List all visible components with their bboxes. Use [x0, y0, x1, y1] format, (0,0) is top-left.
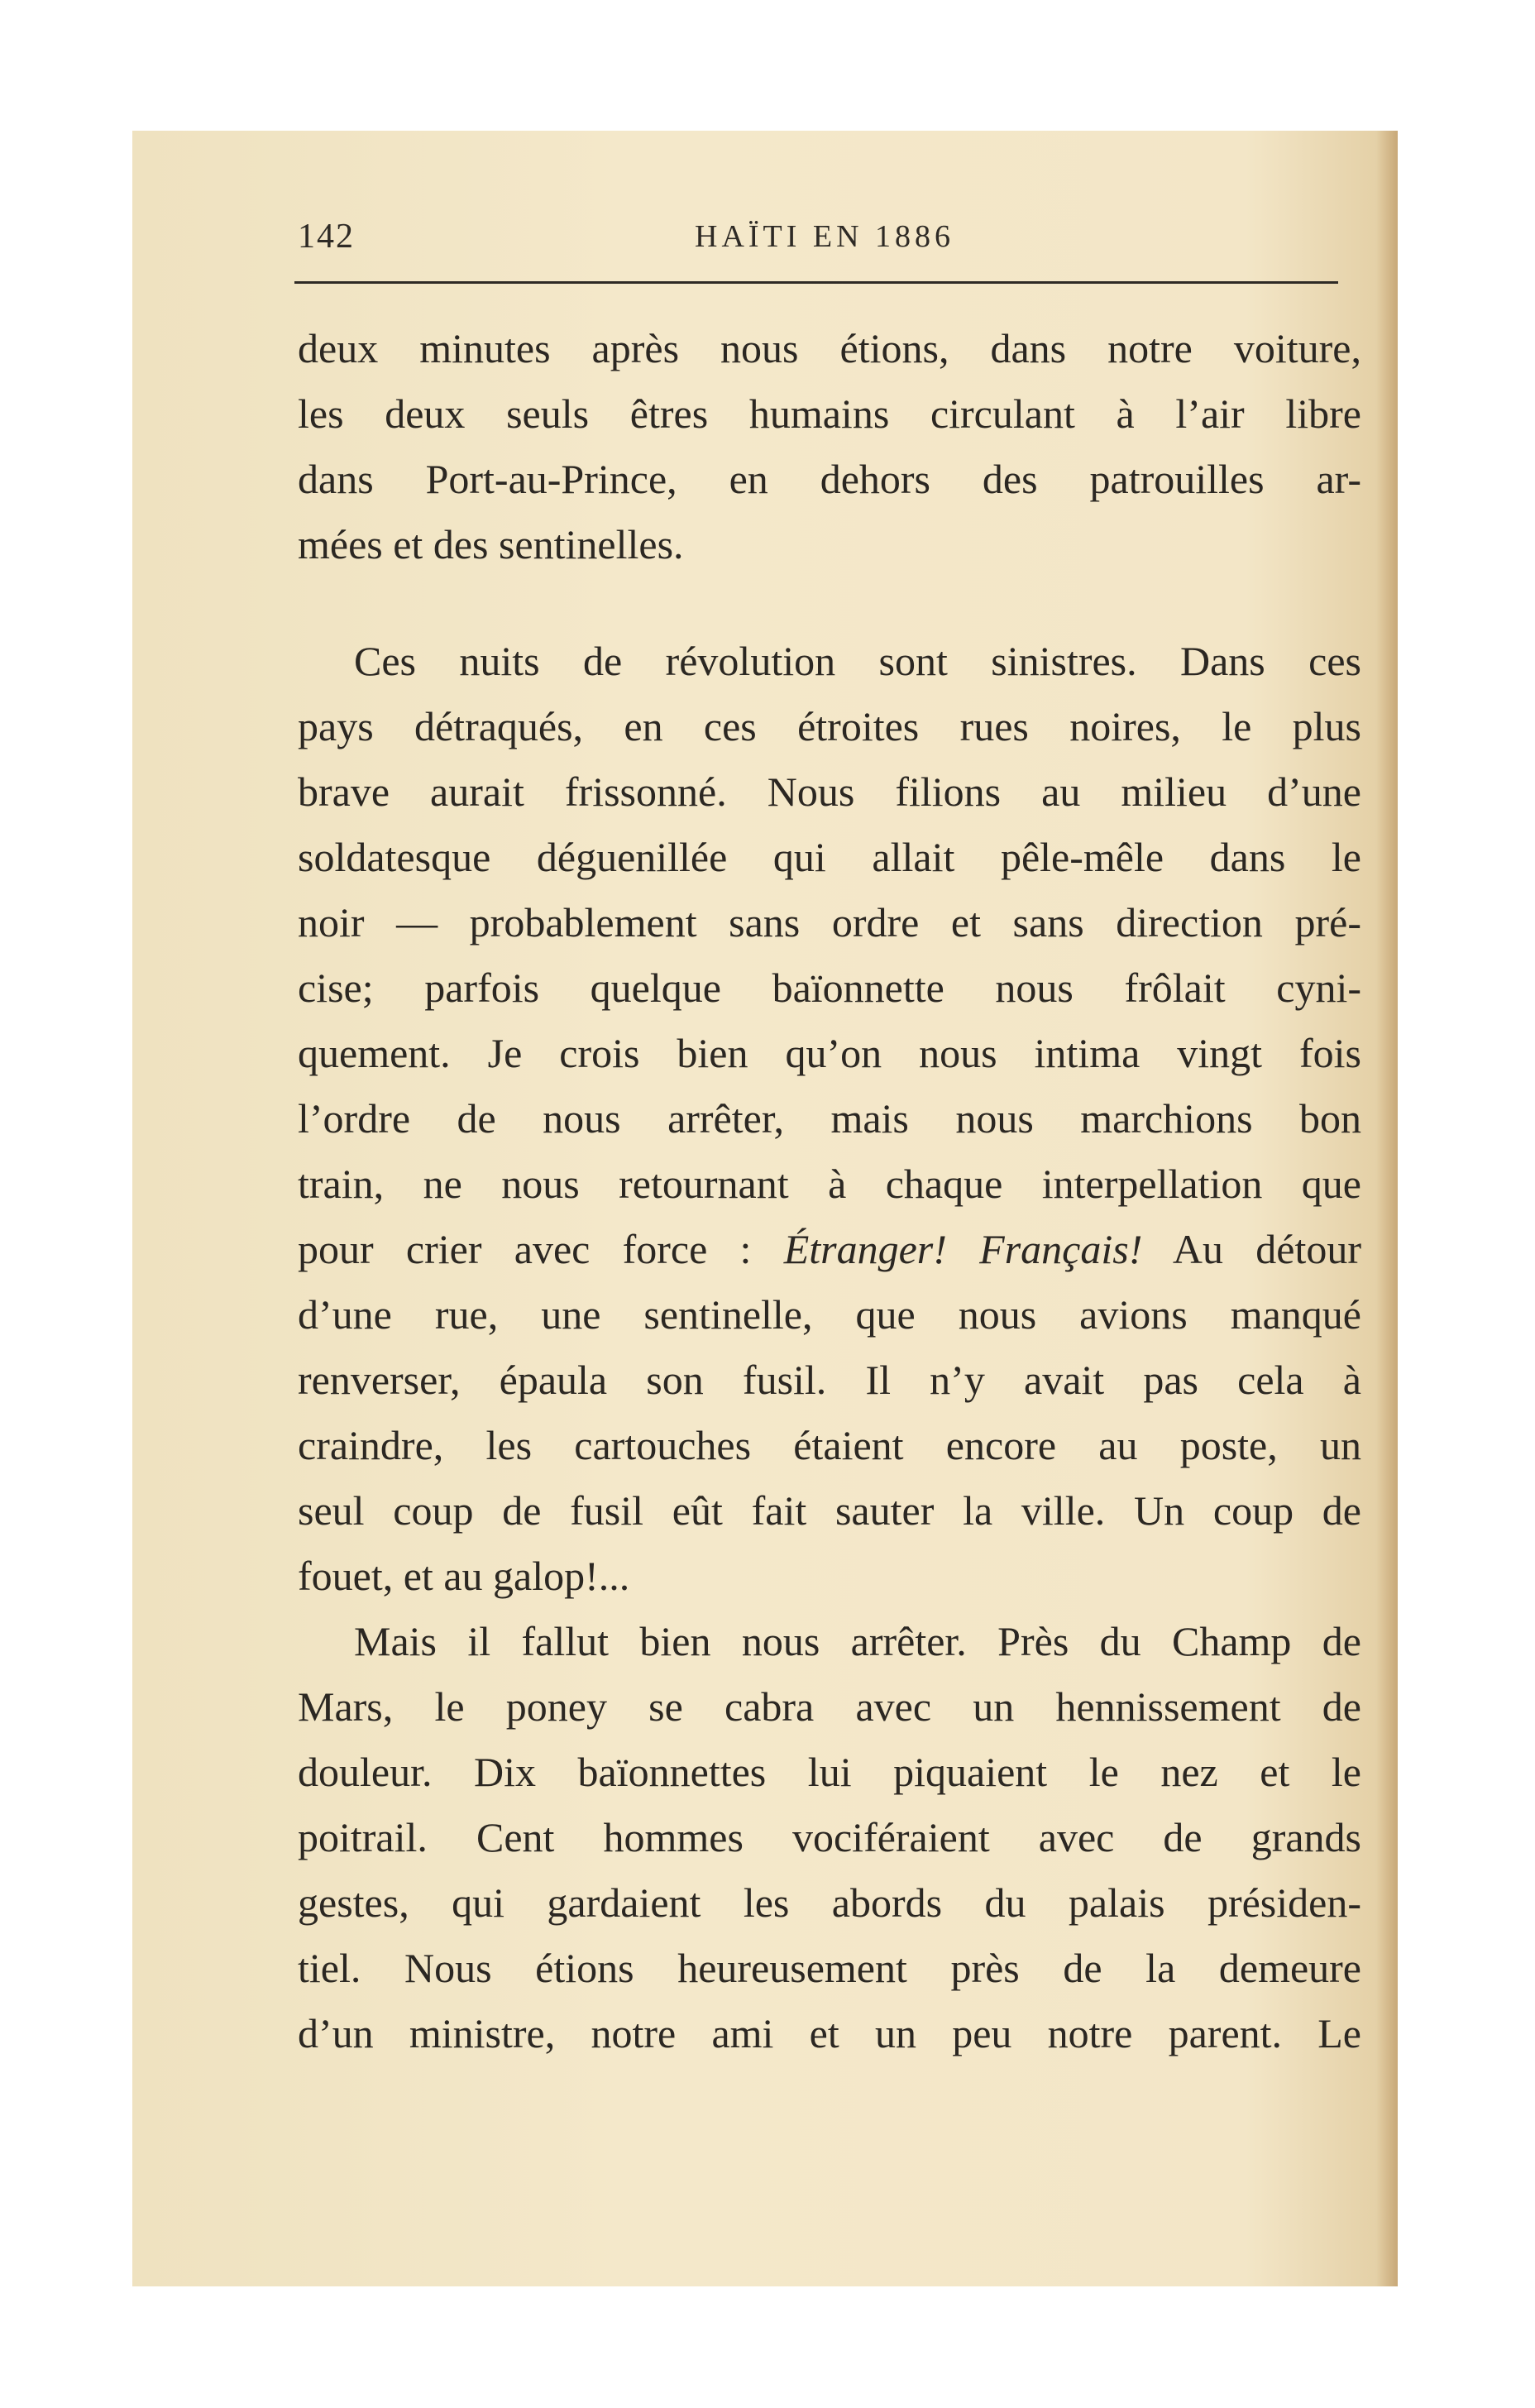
text-line: les deux seuls êtres humains circulant à l’air libre	[298, 390, 1361, 437]
text-line: renverser, épaula son fusil. Il n’y avait pas cela à	[298, 1357, 1361, 1403]
text-line-with-italics	[298, 1217, 1361, 1282]
text-line: train, ne nous retournant à chaque interpellation que	[298, 1161, 1361, 1207]
text-line: Mars, le poney se cabra avec un hennissement de	[298, 1683, 1361, 1730]
text-line: cise; parfois quelque baïonnette nous frôlait cyni-	[298, 965, 1361, 1011]
text-line: noir — probablement sans ordre et sans direction pré-	[298, 899, 1361, 945]
text-line: quement. Je crois bien qu’on nous intima vingt fois	[298, 1030, 1361, 1076]
text-line: deux minutes après nous étions, dans notre voiture,	[298, 325, 1361, 371]
text-fragment: Au détour	[1142, 1226, 1361, 1272]
text-line: poitrail. Cent hommes vociféraient avec de grands	[298, 1814, 1361, 1860]
text-line: tiel. Nous étions heureusement près de la demeure	[298, 1945, 1361, 1991]
italic-exclamation: Étranger! Français!	[783, 1226, 1143, 1272]
text-line: l’ordre de nous arrêter, mais nous marchions bon	[298, 1095, 1361, 1142]
text-line: mées et des sentinelles.	[298, 521, 684, 567]
text-line: soldatesque déguenillée qui allait pêle-mêle dans le	[298, 834, 1361, 880]
text-line: Mais il fallut bien nous arrêter. Près du Champ de	[354, 1618, 1361, 1664]
text-line: seul coup de fusil eût fait sauter la ville. Un coup de	[298, 1487, 1361, 1534]
text-line: douleur. Dix baïonnettes lui piquaient le nez et le	[298, 1749, 1361, 1795]
paragraph-gap	[298, 577, 1361, 629]
header-rule	[294, 281, 1338, 284]
text-line: d’un ministre, notre ami et un peu notre parent. Le	[298, 2010, 1361, 2056]
body-text	[298, 316, 1361, 2066]
text-fragment: pour crier avec force :	[298, 1226, 784, 1272]
text-line: brave aurait frissonné. Nous filions au milieu d’une	[298, 768, 1361, 815]
page-header	[298, 217, 1338, 275]
page-edge-shadow	[1376, 131, 1398, 2286]
text-line: d’une rue, une sentinelle, que nous avions manqué	[298, 1291, 1361, 1338]
running-title: HAÏTI EN 1886	[695, 219, 955, 254]
text-line: gestes, qui gardaient les abords du palais présiden-	[298, 1879, 1361, 1926]
text-line: craindre, les cartouches étaient encore au poste, un	[298, 1422, 1361, 1468]
text-line: pays détraqués, en ces étroites rues noires, le plus	[298, 703, 1361, 749]
page-number: 142	[298, 218, 355, 256]
text-line: Ces nuits de révolution sont sinistres. Dans ces	[354, 638, 1361, 684]
text-line: dans Port-au-Prince, en dehors des patrouilles ar-	[298, 456, 1361, 502]
text-line: fouet, et au galop!...	[298, 1553, 630, 1599]
